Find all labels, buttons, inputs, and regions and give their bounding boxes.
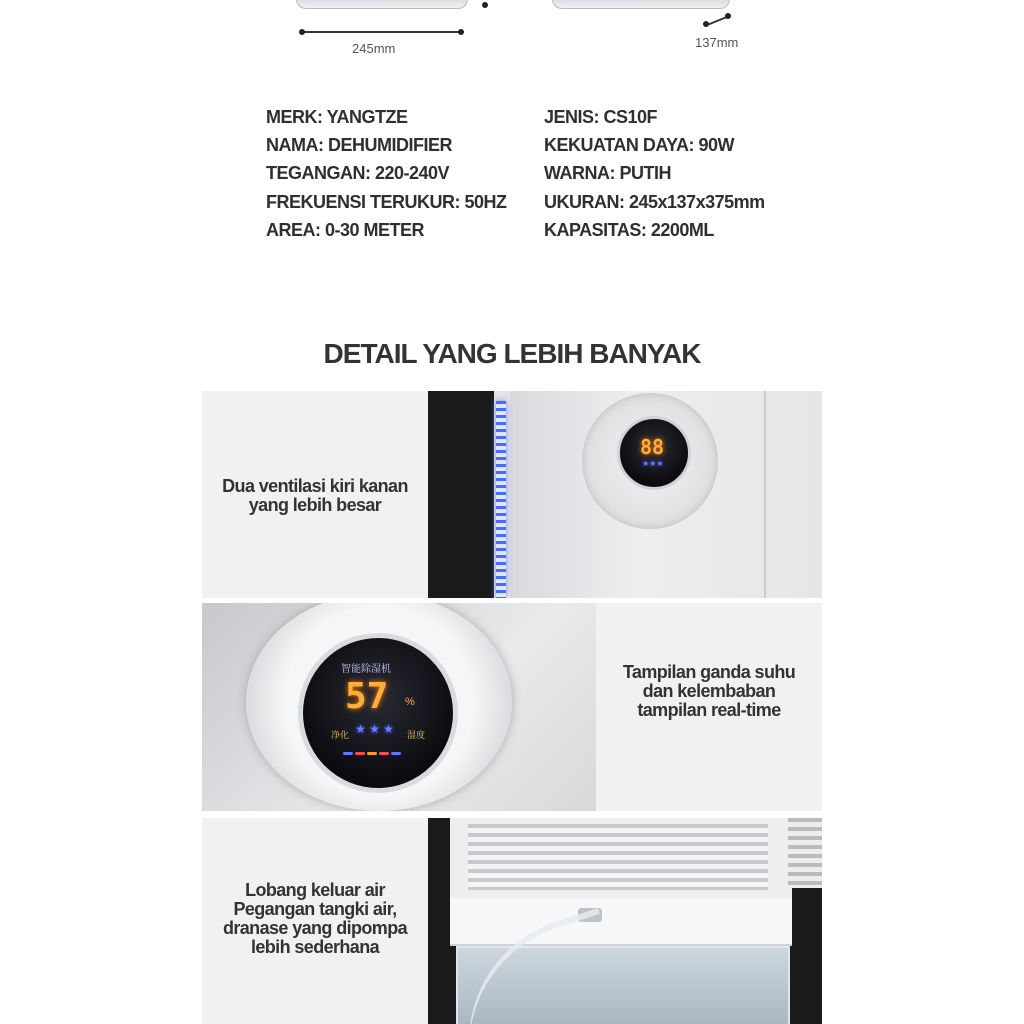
display-title: 智能除湿机: [341, 664, 391, 675]
dimension-dot: [725, 13, 731, 19]
caption-line: lebih sederhana: [250, 937, 380, 957]
dimension-dot: [482, 2, 488, 8]
photo-mid-housing: [450, 898, 792, 946]
display-digits: 57: [345, 676, 389, 717]
device-top-view: [296, 0, 468, 9]
display-digits: 88: [640, 435, 665, 459]
caption-line: dan kelembaban: [642, 681, 776, 701]
dimension-dot: [299, 29, 305, 35]
display-right-label: 湿度: [407, 731, 426, 741]
display-unit: %: [405, 696, 415, 708]
spec-item: UKURAN: 245x137x375mm: [544, 192, 765, 212]
device-side-view: [552, 0, 730, 9]
caption-line: dranase yang dipompa: [222, 918, 408, 938]
side-grille: [788, 818, 822, 888]
photo-dark-edge: [428, 391, 494, 598]
caption-line: Lobang keluar air: [245, 880, 385, 900]
caption-line: tampilan real-time: [637, 700, 781, 720]
display-screen: [617, 416, 691, 490]
vents-photo: [428, 391, 822, 598]
display-photo: [202, 603, 596, 811]
caption-line: Tampilan ganda suhu: [622, 662, 796, 682]
spec-item: KAPASITAS: 2200ML: [544, 220, 714, 240]
photo-seam: [764, 391, 766, 598]
panel-caption: [596, 663, 822, 720]
display-stars: ★ ★ ★: [355, 722, 394, 736]
display-left-label: 净化: [331, 731, 350, 741]
dimension-dot: [703, 21, 709, 27]
blue-vent-light: [496, 401, 506, 598]
dimension-dot: [458, 29, 464, 35]
spec-item: KEKUATAN DAYA: 90W: [544, 135, 735, 155]
display-level-bars: [343, 742, 403, 760]
spec-item: TEGANGAN: 220-240V: [266, 163, 450, 183]
caption-line: Pegangan tangki air,: [233, 899, 397, 919]
width-dimension-line: [302, 31, 462, 33]
panel-caption: [202, 477, 428, 515]
display-stars: ★★★: [642, 459, 664, 468]
depth-label: 137mm: [695, 35, 739, 50]
caption-line: Dua ventilasi kiri kanan: [222, 476, 408, 496]
spec-item: AREA: 0-30 METER: [266, 220, 425, 240]
top-grille: [468, 824, 768, 890]
spec-item: NAMA: DEHUMIDIFIER: [266, 135, 452, 155]
spec-item: MERK: YANGTZE: [266, 107, 408, 127]
spec-item: JENIS: CS10F: [544, 107, 658, 127]
panel-caption: [202, 881, 428, 957]
section-heading: DETAIL YANG LEBIH BANYAK: [323, 338, 701, 369]
spec-item: WARNA: PUTIH: [544, 163, 671, 183]
width-label: 245mm: [352, 41, 396, 56]
water-tank-photo: [428, 818, 822, 1024]
spec-item: FREKUENSI TERUKUR: 50HZ: [266, 192, 507, 212]
display-screen: [298, 633, 458, 793]
caption-line: yang lebih besar: [248, 495, 382, 515]
